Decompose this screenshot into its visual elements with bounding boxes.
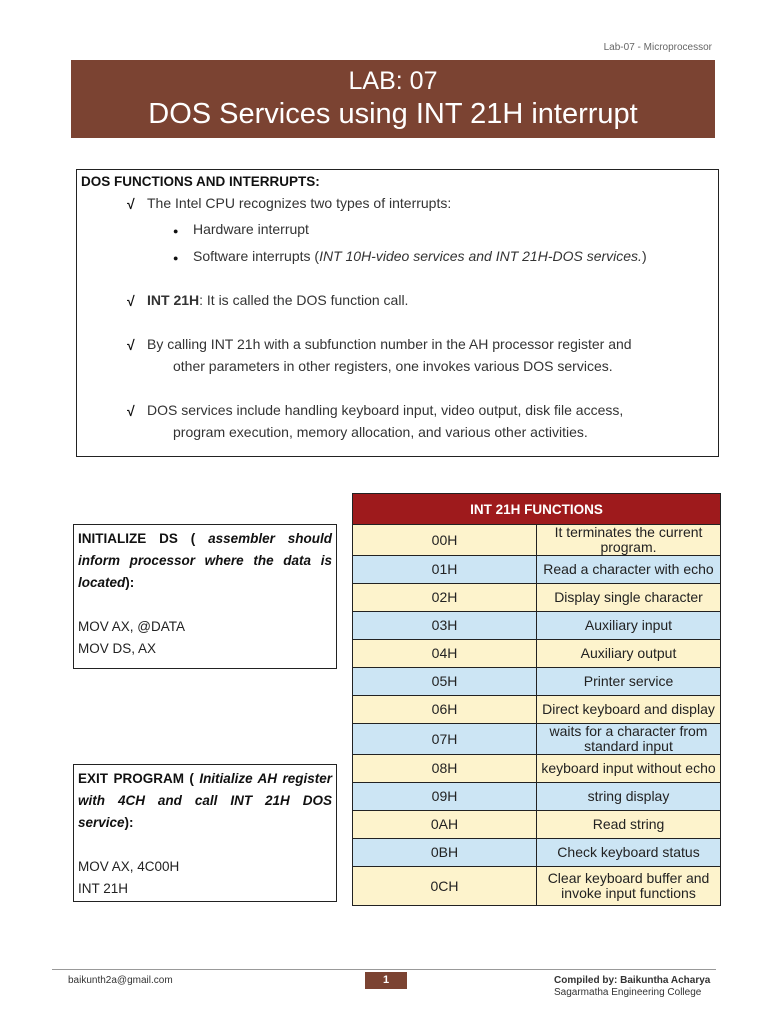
college-name: Sagarmatha Engineering College (554, 987, 702, 998)
function-code: 03H (353, 612, 537, 640)
footer-divider (52, 969, 716, 970)
author-email: baikunth2a@gmail.com (68, 975, 173, 986)
function-code: 01H (353, 556, 537, 584)
function-code: 05H (353, 668, 537, 696)
item-calling-int21h-line1: By calling INT 21h with a subfunction number in the AH processor register and (147, 336, 632, 352)
item-dos-services-line2: program execution, memory allocation, and various other activities. (173, 424, 588, 440)
table-row (353, 811, 721, 839)
page-title: DOS Services using INT 21H interrupt (148, 98, 638, 130)
int21h-functions-table (352, 493, 721, 906)
function-code: 07H (353, 724, 537, 755)
function-code: 04H (353, 640, 537, 668)
table-row (353, 696, 721, 724)
item-interrupt-types: The Intel CPU recognizes two types of interrupts: (147, 195, 452, 211)
item-software-interrupts: Software interrupts (INT 10H-video services and INT 21H-DOS services.) (193, 248, 647, 264)
function-code: 08H (353, 755, 537, 783)
item-hardware-interrupt: Hardware interrupt (193, 221, 309, 237)
exit-program-box (73, 764, 337, 902)
table-row (353, 525, 721, 556)
table-row (353, 755, 721, 783)
initialize-ds-box (73, 524, 337, 669)
function-description: Printer service (537, 668, 721, 696)
table-row (353, 839, 721, 867)
function-code: 0BH (353, 839, 537, 867)
check-mark-icon: √ (127, 293, 135, 309)
table-row (353, 640, 721, 668)
function-description: Read string (537, 811, 721, 839)
page-number: 1 (365, 972, 407, 989)
lab-number: LAB: 07 (348, 67, 438, 95)
function-code: 09H (353, 783, 537, 811)
item-dos-services-line1: DOS services include handling keyboard input, video output, disk file access, (147, 402, 624, 418)
function-description: Auxiliary input (537, 612, 721, 640)
exit-program-heading: EXIT PROGRAM ( Initialize AH register with 4CH and call INT 21H DOS service): (78, 771, 332, 830)
function-description: string display (537, 783, 721, 811)
function-description: Display single character (537, 584, 721, 612)
function-code: 00H (353, 525, 537, 556)
function-description: Read a character with echo (537, 556, 721, 584)
function-code: 06H (353, 696, 537, 724)
bullet-icon: ● (173, 226, 179, 236)
function-code: 0AH (353, 811, 537, 839)
table-row (353, 612, 721, 640)
code-line: MOV DS, AX (78, 641, 157, 656)
check-mark-icon: √ (127, 337, 135, 353)
function-description: Auxiliary output (537, 640, 721, 668)
function-description: Clear keyboard buffer and invoke input functions (537, 867, 721, 906)
function-description: keyboard input without echo (537, 755, 721, 783)
item-calling-int21h-line2: other parameters in other registers, one invokes various DOS services. (173, 358, 613, 374)
table-row (353, 584, 721, 612)
table-row (353, 783, 721, 811)
initialize-ds-heading: INITIALIZE DS ( assembler should inform processor where the data is located): (78, 531, 332, 590)
code-line: INT 21H (78, 881, 129, 896)
bullet-icon: ● (173, 253, 179, 263)
function-description: It terminates the current program. (537, 525, 721, 556)
function-description: Check keyboard status (537, 839, 721, 867)
footer-credits (554, 975, 710, 999)
check-mark-icon: √ (127, 403, 135, 419)
table-row (353, 867, 721, 906)
item-int21h: INT 21H: It is called the DOS function call. (147, 292, 409, 308)
check-mark-icon: √ (127, 196, 135, 212)
function-description: Direct keyboard and display (537, 696, 721, 724)
function-code: 02H (353, 584, 537, 612)
running-head: Lab-07 - Microprocessor (603, 42, 712, 53)
dos-functions-heading: DOS FUNCTIONS AND INTERRUPTS: (81, 174, 320, 189)
dos-functions-box (76, 169, 719, 457)
table-row (353, 724, 721, 755)
function-code: 0CH (353, 867, 537, 906)
code-line: MOV AX, 4C00H (78, 859, 180, 874)
function-description: waits for a character from standard input (537, 724, 721, 755)
table-row (353, 556, 721, 584)
code-line: MOV AX, @DATA (78, 619, 185, 634)
title-band (71, 60, 715, 138)
table-row (353, 668, 721, 696)
table-header: INT 21H FUNCTIONS (353, 494, 721, 525)
compiled-by: Compiled by: Baikuntha Acharya (554, 975, 711, 986)
